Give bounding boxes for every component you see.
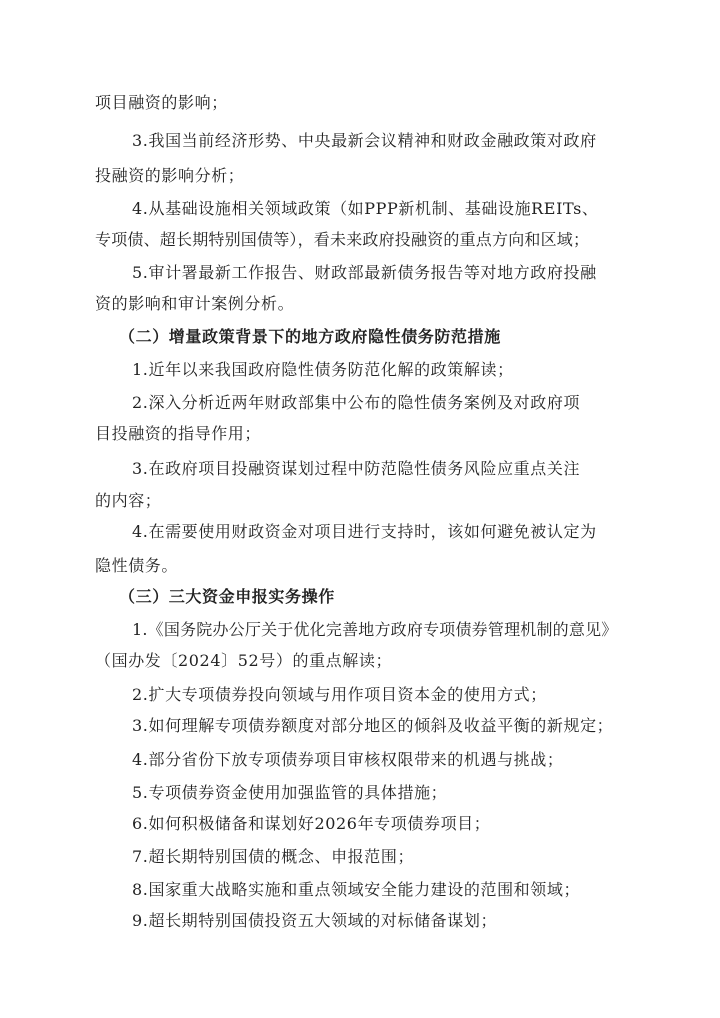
text-line: 5.专项债券资金使用加强监管的具体措施； bbox=[132, 783, 448, 802]
section-heading: （二）增量政策背景下的地方政府隐性债务防范措施 bbox=[119, 327, 501, 346]
text-line: 4.部分省份下放专项债券项目审核权限带来的机遇与挑战； bbox=[132, 750, 564, 769]
text-line: 3.在政府项目投融资谋划过程中防范隐性债务风险应重点关注 bbox=[132, 459, 581, 478]
text-line: 4.从基础设施相关领域政策（如PPP新机制、基础设施REITs、 bbox=[132, 199, 599, 218]
text-line: 1.近年以来我国政府隐性债务防范化解的政策解读； bbox=[132, 360, 514, 379]
text-line: 2.深入分析近两年财政部集中公布的隐性债务案例及对政府项 bbox=[132, 393, 581, 412]
text-line: 专项债、超长期特别国债等），看未来政府投融资的重点方向和区域； bbox=[95, 230, 590, 249]
text-line: 资的影响和审计案例分析。 bbox=[95, 294, 295, 313]
text-line: 4.在需要使用财政资金对项目进行支持时，该如何避免被认定为 bbox=[132, 522, 597, 541]
text-line: 8.国家重大战略实施和重点领域安全能力建设的范围和领域； bbox=[132, 880, 581, 899]
text-line: 投融资的影响分析； bbox=[95, 166, 245, 185]
text-line: 9.超长期特别国债投资五大领域的对标储备谋划； bbox=[132, 911, 498, 930]
text-line: （国办发〔2024〕52号）的重点解读； bbox=[95, 651, 393, 670]
text-line: 3.如何理解专项债券额度对部分地区的倾斜及收益平衡的新规定； bbox=[132, 716, 614, 735]
text-line: 隐性债务。 bbox=[95, 556, 179, 575]
section-heading: （三）三大资金申报实务操作 bbox=[119, 587, 335, 606]
text-line: 5.审计署最新工作报告、财政部最新债务报告等对地方政府投融 bbox=[132, 263, 597, 282]
text-line: 7.超长期特别国债的概念、申报范围； bbox=[132, 847, 415, 866]
text-line: 2.扩大专项债券投向领域与用作项目资本金的使用方式； bbox=[132, 685, 547, 704]
text-line: 的内容； bbox=[95, 491, 162, 510]
text-line: 1.《国务院办公厅关于优化完善地方政府专项债券管理机制的意见》 bbox=[132, 620, 618, 639]
text-line: 项目融资的影响； bbox=[95, 93, 228, 112]
text-line: 3.我国当前经济形势、中央最新会议精神和财政金融政策对政府 bbox=[132, 131, 597, 150]
text-line: 目投融资的指导作用； bbox=[95, 424, 262, 443]
text-line: 6.如何积极储备和谋划好2026年专项债券项目； bbox=[132, 814, 491, 833]
